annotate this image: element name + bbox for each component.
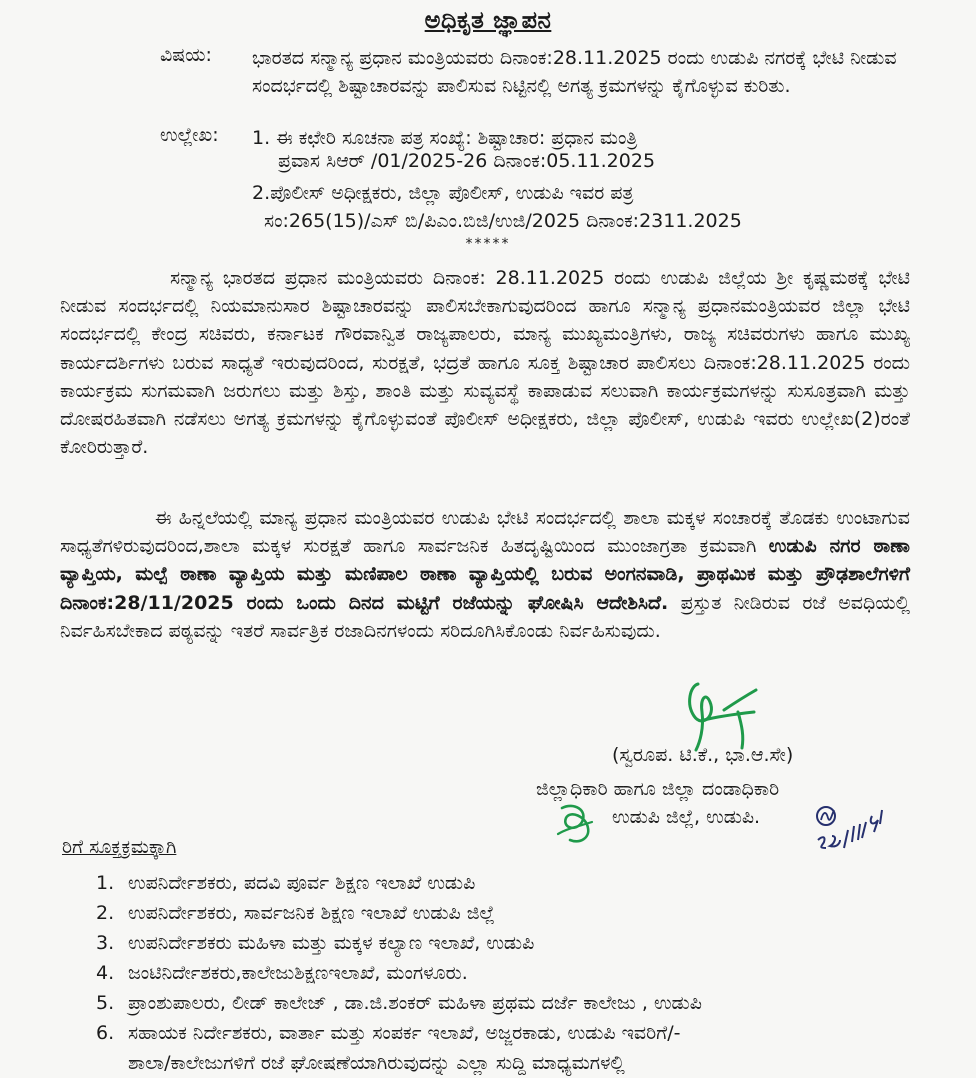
reference-label: ಉಲ್ಲೇಖ:: [160, 124, 219, 146]
reference-item-1-line-2: ಪ್ರವಾಸ ಸಿಆರ್ /01/2025-26 ದಿನಾಂಕ:05.11.2025: [278, 150, 656, 172]
green-initials: [552, 798, 600, 848]
signatory-place: ಉಡುಪಿ ಜಿಲ್ಲೆ, ಉಡುಪಿ.: [612, 806, 761, 828]
separator-stars: *****: [465, 236, 511, 252]
list-item: [96, 898, 966, 928]
list-item-text: ಪ್ರಾಂಶುಪಾಲರು, ಲೀಡ್ ಕಾಲೇಜ್ , ಡಾ.ಜಿ.ಶಂಕರ್ ಮಹಿಳಾ ಪ್ರಥಮ ದರ್ಜೆ ಕಾಲೇಜು , ಉಡುಪಿ: [128, 992, 702, 1014]
list-item: [96, 928, 966, 958]
list-item: [96, 988, 966, 1018]
signatory-name: (ಸ್ವರೂಪ. ಟಿ.ಕೆ., ಭಾ.ಆ.ಸೇ): [612, 744, 794, 766]
paragraph-2: [60, 504, 910, 645]
subject-text: ಭಾರತದ ಸನ್ಮಾನ್ಯ ಪ್ರಧಾನ ಮಂತ್ರಿಯವರು ದಿನಾಂಕ:28.11.2025 ರಂದು ಉಡುಪಿ ನಗರಕ್ಕೆ ಭೇಟಿ ನೀಡುವ ಸಂದರ್ಭದಲ್ಲಿ ಶಿಷ್ಟಾಚಾರವನ್ನು ಪಾಲಿಸುವ ನಿಟ್ಟಿನಲ್ಲಿ ಅಗತ್ಯ ಕ್ರಮಗಳನ್ನು ಕೈಗೊಳ್ಳುವ ಕುರಿತು.: [252, 47, 897, 97]
list-item-text: ಸಹಾಯಕ ನಿರ್ದೇಶಕರು, ವಾರ್ತಾ ಮತ್ತು ಸಂಪರ್ಕ ಇಲಾಖೆ, ಅಜ್ಜರಕಾಡು, ಉಡುಪಿ ಇವರಿಗೆ/-: [128, 1022, 681, 1044]
subject-label: ವಿಷಯ:: [160, 44, 212, 66]
copy-to-heading: ರಿಗೆ ಸೂಕ್ತಕ್ರಮಕ್ಕಾಗಿ: [62, 836, 177, 858]
reference-item-2-line-2: ಸಂ:265(15)/ಎಸ್ ಬಿ/ಪಿಎಂ.ಬಿಜಿ/ಉಜಿ/2025 ದಿನಾಂಕ:2311.2025: [264, 210, 742, 232]
document-title: ಅಧಿಕೃತ ಜ್ಞಾಪನ: [424, 6, 552, 34]
list-item-text: ಜಂಟಿನಿರ್ದೇಶಕರು,ಕಾಲೇಜುಶಿಕ್ಷಣಇಲಾಖೆ, ಮಂಗಳೂರು.: [128, 962, 468, 984]
copy-to-list: [96, 868, 966, 1078]
list-item-text: ಶಾಲಾ/ಕಾಲೇಜುಗಳಿಗೆ ರಜೆ ಘೋಷಣೆಯಾಗಿರುವುದನ್ನು ಎಲ್ಲಾ ಸುದ್ದಿ ಮಾಧ್ಯಮಗಳಲ್ಲಿ: [128, 1052, 625, 1074]
list-item-number: 3.: [96, 932, 115, 954]
list-item-text: ಉಪನಿರ್ದೇಶಕರು ಮಹಿಳಾ ಮತ್ತು ಮಕ್ಕಳ ಕಲ್ಯಾಣ ಇಲಾಖೆ, ಉಡುಪಿ: [128, 932, 535, 954]
list-item-number: 2.: [96, 902, 115, 924]
paragraph-1: ಸನ್ಮಾನ್ಯ ಭಾರತದ ಪ್ರಧಾನ ಮಂತ್ರಿಯವರು ದಿನಾಂಕ: 28.11.2025 ರಂದು ಉಡುಪಿ ಜಿಲ್ಲೆಯ ಶ್ರೀ ಕೃಷ್ಣಮಠಕ್ಕೆ ಭೇಟಿ ನೀಡುವ ಸಂದರ್ಭದಲ್ಲಿ ನಿಯಮಾನುಸಾರ ಶಿಷ್ಟಾಚಾರವನ್ನು ಪಾಲಿಸಬೇಕಾಗುವುದರಿಂದ ಹಾಗೂ ಸನ್ಮಾನ್ಯ ಪ್ರಧಾನಮಂತ್ರಿಯವರ ಜಿಲ್ಲಾ ಭೇಟಿ ಸಂದರ್ಭದಲ್ಲಿ ಕೇಂದ್ರ ಸಚಿವರು, ಕರ್ನಾಟಕ ಗೌರವಾನ್ವಿತ ರಾಜ್ಯಪಾಲರು, ಮಾನ್ಯ ಮುಖ್ಯಮಂತ್ರಿಗಳು, ರಾಜ್ಯ ಸಚಿವರುಗಳು ಹಾಗೂ ಮುಖ್ಯ ಕಾರ್ಯದರ್ಶಿಗಳು ಬರುವ ಸಾಧ್ಯತೆ ಇರುವುದರಿಂದ, ಸುರಕ್ಷತೆ, ಭದ್ರತೆ ಹಾಗೂ ಸೂಕ್ತ ಶಿಷ್ಟಾಚಾರ ಪಾಲಿಸಲು ದಿನಾಂಕ:28.11.2025 ರಂದು ಕಾರ್ಯಕ್ರಮ ಸುಗಮವಾಗಿ ಜರುಗಲು ಮತ್ತು ಶಿಸ್ತು, ಶಾಂತಿ ಮತ್ತು ಸುವ್ಯವಸ್ಥೆ ಕಾಪಾಡುವ ಸಲುವಾಗಿ ಕಾರ್ಯಕ್ರಮಗಳನ್ನು ಸುಸೂತ್ರವಾಗಿ ಮತ್ತು ದೋಷರಹಿತವಾಗಿ ನಡೆಸಲು ಅಗತ್ಯ ಕ್ರಮಗಳನ್ನು ಕೈಗೊಳ್ಳುವಂತೆ ಪೊಲೀಸ್ ಅಧೀಕ್ಷಕರು, ಜಿಲ್ಲಾ ಪೊಲೀಸ್, ಉಡುಪಿ ಇವರು ಉಲ್ಲೇಖ(2)ರಂತೆ ಕೋರಿರುತ್ತಾರೆ.: [60, 267, 910, 459]
signatory-designation: ಜಿಲ್ಲಾಧಿಕಾರಿ ಹಾಗೂ ಜಿಲ್ಲಾ ದಂಡಾಧಿಕಾರಿ: [536, 778, 780, 800]
list-item-number: 4.: [96, 962, 115, 984]
list-item-number: 6.: [96, 1022, 115, 1044]
paragraph-2-closing: ಪ್ರಸ್ತುತ ನೀಡಿರುವ ರಜೆ ಅವಧಿಯಲ್ಲಿ ನಿರ್ವಹಿಸಬೇಕಾದ ಪಠ್ಯವನ್ನು ಇತರೆ ಸಾರ್ವತ್ರಿಕ ರಜಾದಿನಗಳಂದು ಸರಿದೂಗಿಸಿಕೊಂಡು ನಿರ್ವಹಿಸುವುದು.: [60, 591, 910, 642]
reference-item-1-line-1: 1. ಈ ಕಛೇರಿ ಸೂಚನಾ ಪತ್ರ ಸಂಖ್ಯೆ: ಶಿಷ್ಟಾಚಾರ: ಪ್ರಧಾನ ಮಂತ್ರಿ: [252, 127, 638, 149]
list-item: [96, 868, 966, 898]
paragraph-2-order: ಉಡುಪಿ ನಗರ ಠಾಣಾ ವ್ಯಾಪ್ತಿಯ, ಮಲ್ಪೆ ಠಾಣಾ ವ್ಯಾಪ್ತಿಯ ಮತ್ತು ಮಣಿಪಾಲ ಠಾಣಾ ವ್ಯಾಪ್ತಿಯಲ್ಲಿ ಬರುವ ಅಂಗನವಾಡಿ, ಪ್ರಾಥಮಿಕ ಮತ್ತು ಪ್ರೌಢಶಾಲೆಗಳಿಗೆ ದಿನಾಂಕ:28/11/2025 ರಂದು ಒಂದು ದಿನದ ಮಟ್ಟಿಗೆ ರಜೆಯನ್ನು ಘೋಷಿಸಿ ಆದೇಶಿಸಿದೆ.: [60, 535, 910, 614]
list-item-number: 1.: [96, 872, 115, 894]
list-item: [96, 1018, 966, 1048]
list-item-text: ಉಪನಿರ್ದೇಶಕರು, ಪದವಿ ಪೂರ್ವ ಶಿಕ್ಷಣ ಇಲಾಖೆ ಉಡುಪಿ: [128, 872, 476, 894]
list-item: [96, 1048, 966, 1078]
list-item-number: 5.: [96, 992, 115, 1014]
reference-item-2-line-1: 2.ಪೊಲೀಸ್ ಅಧೀಕ್ಷಕರು, ಜಿಲ್ಲಾ ಪೊಲೀಸ್, ಉಡುಪಿ ಇವರ ಪತ್ರ: [252, 182, 634, 204]
paragraph-2-intro: ಈ ಹಿನ್ನಲೆಯಲ್ಲಿ ಮಾನ್ಯ ಪ್ರಧಾನ ಮಂತ್ರಿಯವರ ಉಡುಪಿ ಭೇಟಿ ಸಂದರ್ಭದಲ್ಲಿ ಶಾಲಾ ಮಕ್ಕಳ ಸಂಚಾರಕ್ಕೆ ತೊಡಕು ಉಂಟಾಗುವ ಸಾಧ್ಯತೆಗಳಿರುವುದರಿಂದ,ಶಾಲಾ ಮಕ್ಕಳ ಸುರಕ್ಷತೆ ಹಾಗೂ ಸಾರ್ವಜನಿಕ ಹಿತದೃಷ್ಟಿಯಿಂದ ಮುಂಜಾಗ್ರತಾ ಕ್ರಮವಾಗಿ: [60, 507, 910, 558]
blue-initials-and-date: [812, 796, 902, 860]
list-item: [96, 958, 966, 988]
list-item-text: ಉಪನಿರ್ದೇಶಕರು, ಸಾರ್ವಜನಿಕ ಶಿಕ್ಷಣ ಇಲಾಖೆ ಉಡುಪಿ ಜಿಲ್ಲೆ: [128, 902, 495, 924]
